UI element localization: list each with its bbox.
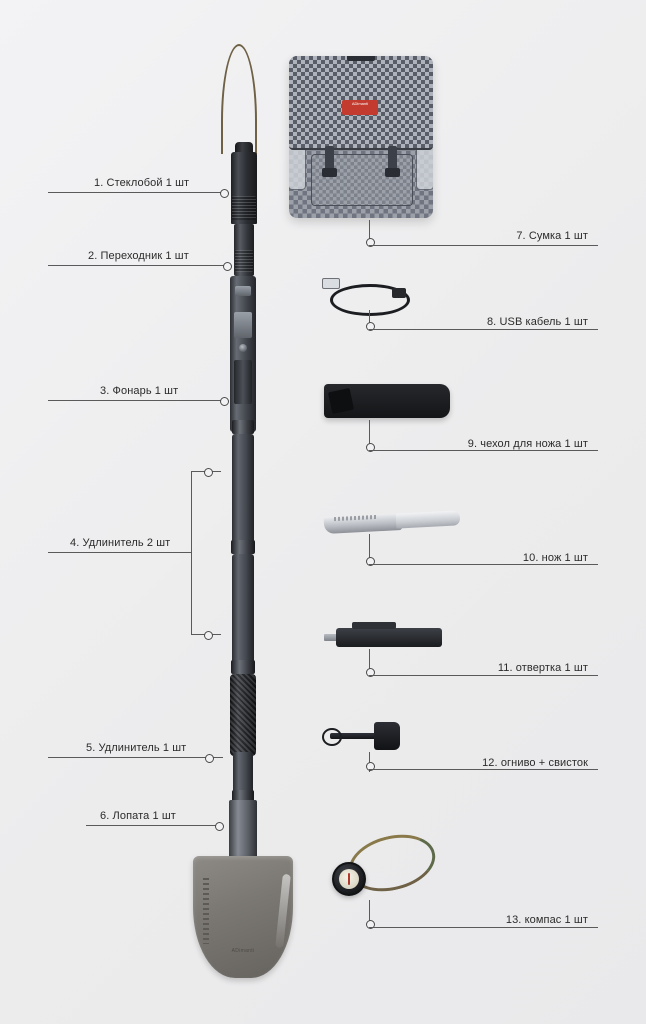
glass-breaker-knurl	[232, 196, 256, 220]
knife-handle	[396, 510, 461, 528]
leader-dot-4a	[204, 468, 213, 477]
screwdriver-clip	[352, 622, 396, 629]
usb-plug-a	[322, 278, 340, 289]
callout-label-13: 13. компас 1 шт	[505, 914, 588, 926]
callout-label-2: 2. Переходник 1 шт	[88, 250, 189, 262]
flashlight-window	[235, 286, 251, 296]
shovel-blade	[193, 856, 293, 978]
bag-buckle-left	[322, 168, 337, 177]
leader-line-4-bracket	[191, 471, 192, 634]
leader-line-10-vertical	[369, 534, 370, 558]
leader-dot-4b	[204, 631, 213, 640]
callout-label-11: 11. отвертка 1 шт	[497, 662, 588, 674]
leader-line-2	[48, 265, 226, 266]
adapter-knurl	[235, 250, 253, 272]
leader-line-11	[369, 675, 598, 676]
leader-line-13	[369, 927, 598, 928]
leader-dot-1	[220, 189, 229, 198]
flashlight-collar	[232, 420, 254, 434]
leader-line-9-vertical	[369, 420, 370, 444]
leader-line-3	[48, 400, 223, 401]
callout-label-5: 5. Удлинитель 1 шт	[86, 742, 187, 754]
extension-2-collar	[231, 660, 255, 674]
leader-dot-3	[220, 397, 229, 406]
leader-dot-2	[223, 262, 232, 271]
bag-buckle-right	[385, 168, 400, 177]
leader-line-12	[369, 769, 598, 770]
bag-item	[289, 56, 433, 218]
flashlight-text-band	[234, 360, 252, 404]
flashlight-panel	[234, 312, 252, 338]
usb-plug-micro	[392, 288, 406, 298]
leader-line-8	[369, 329, 598, 330]
callout-label-7: 7. Сумка 1 шт	[516, 230, 588, 242]
extension-1-collar	[231, 540, 255, 554]
compass-needle	[348, 873, 350, 885]
bag-top-handle	[347, 56, 375, 61]
callout-label-3: 3. Фонарь 1 шт	[100, 385, 179, 397]
callout-label-6: 6. Лопата 1 шт	[100, 810, 176, 822]
callout-label-8: 8. USB кабель 1 шт	[486, 316, 588, 328]
compass-item	[332, 862, 366, 896]
grip-extension	[230, 674, 256, 756]
leader-line-7	[369, 245, 598, 246]
leader-dot-5	[205, 754, 214, 763]
shovel-blade-serration	[203, 878, 209, 944]
shovel-blade-edge	[275, 874, 291, 948]
leader-line-13-vertical	[369, 900, 370, 922]
leader-line-11-vertical	[369, 649, 370, 669]
knife-sheath-clip	[328, 388, 354, 414]
leader-line-10	[369, 564, 598, 565]
screwdriver-body	[336, 628, 442, 647]
extension-tube-2	[232, 554, 254, 672]
callout-label-4: 4. Удлинитель 2 шт	[70, 537, 171, 549]
flashlight-button	[239, 344, 247, 352]
fire-starter-cord	[322, 728, 342, 746]
bag-logo: ADimanti	[342, 100, 378, 115]
leader-dot-6	[215, 822, 224, 831]
lanyard-cord	[221, 44, 257, 154]
shovel-blade-logo: ADimanti	[231, 948, 255, 954]
leader-line-1	[48, 192, 223, 193]
callout-label-12: 12. огниво + свисток	[482, 757, 588, 769]
leader-line-5	[48, 757, 223, 758]
leader-line-9	[369, 450, 598, 451]
callout-label-10: 10. нож 1 шт	[522, 552, 588, 564]
leader-line-7-vertical	[369, 220, 370, 240]
callout-label-1: 1. Стеклобой 1 шт	[94, 177, 190, 189]
leader-line-4-stem	[48, 552, 191, 553]
whistle-item	[374, 722, 400, 750]
callout-label-9: 9. чехол для ножа 1 шт	[467, 438, 588, 450]
flashlight-part	[230, 276, 256, 432]
extension-tube-1	[232, 434, 254, 552]
leader-line-6	[86, 825, 218, 826]
